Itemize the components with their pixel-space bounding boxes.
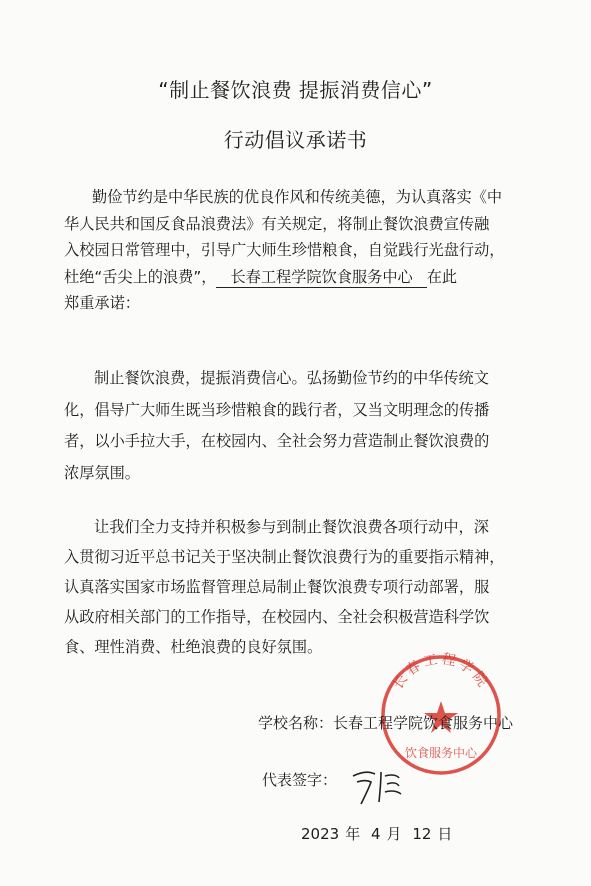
date-month: 4 — [370, 825, 381, 843]
school-signature-line — [258, 712, 513, 733]
handwritten-signature — [349, 766, 405, 810]
organization-name-underlined: 长春工程学院饮食服务中心 — [216, 267, 426, 288]
representative-signature-line — [262, 769, 337, 790]
paragraph-3-line-1: 让我们全力支持并积极参与到制止餐饮浪费各项行动中，深 — [94, 518, 489, 536]
paragraph-3-line-4: 从政府相关部门的工作指导，在校园内、全社会积极营造科学饮 — [64, 608, 490, 626]
paragraph-1-line-4 — [64, 264, 532, 291]
school-name: 长春工程学院饮食服务中心 — [333, 714, 514, 732]
paragraph-1-line-2: 华人民共和国反食品浪费法》有关规定，将制止餐饮浪费宣传融 — [64, 214, 490, 233]
paragraph-1-line-4-prefix: 杜绝“舌尖上的浪费”， — [64, 267, 217, 286]
date-day: 12 — [412, 825, 432, 843]
paragraph-1-line-3: 入校园日常管理中，引导广大师生珍惜粮食，自觉践行光盘行动， — [64, 241, 505, 259]
date-year: 2023 — [301, 825, 340, 843]
date-day-unit: 日 — [437, 825, 453, 843]
paragraph-3-line-3: 认真落实国家市场监督管理总局制止餐饮浪费专项行动部署，服 — [64, 578, 490, 596]
paragraph-3-line-2: 入贯彻习近平总书记关于坚决制止餐饮浪费行为的重要指示精神， — [64, 548, 505, 566]
school-label: 学校名称： — [258, 714, 334, 732]
paragraph-2-line-1: 制止餐饮浪费，提振消费信心。弘扬勤俭节约的中华传统文 — [94, 369, 489, 387]
paragraph-1-line-1: 勤俭节约是中华民族的优良作风和传统美德，为认真落实《中 — [92, 188, 503, 206]
paragraph-3 — [64, 512, 532, 662]
title-line-1: “制止餐饮浪费 提振消费信心” — [158, 78, 433, 102]
date-year-unit: 年 — [345, 825, 361, 843]
paragraph-2-line-4: 浓厚氛围。 — [64, 463, 140, 482]
paragraph-1 — [64, 184, 532, 317]
paragraph-2-line-3: 者，以小手拉大手，在校园内、全社会努力营造制止餐饮浪费的 — [64, 432, 490, 450]
paragraph-1-line-4-suffix: 在此 — [426, 267, 458, 286]
svg-text:长春工程学院: 长春工程学院 — [390, 651, 492, 693]
paragraph-2 — [64, 363, 532, 489]
paragraph-1-line-5: 郑重承诺： — [64, 294, 140, 312]
date-line — [301, 823, 458, 844]
title-line-2: 行动倡议承诺书 — [223, 128, 368, 152]
date-month-unit: 月 — [386, 825, 402, 843]
svg-text:饮食服务中心: 饮食服务中心 — [404, 746, 478, 760]
representative-label: 代表签字： — [262, 771, 338, 789]
paragraph-3-line-5: 食、理性消费、杜绝浪费的良好氛围。 — [64, 638, 323, 656]
paragraph-2-line-2: 化，倡导广大师生既当珍惜粮食的践行者，又当文明理念的传播 — [64, 400, 490, 419]
